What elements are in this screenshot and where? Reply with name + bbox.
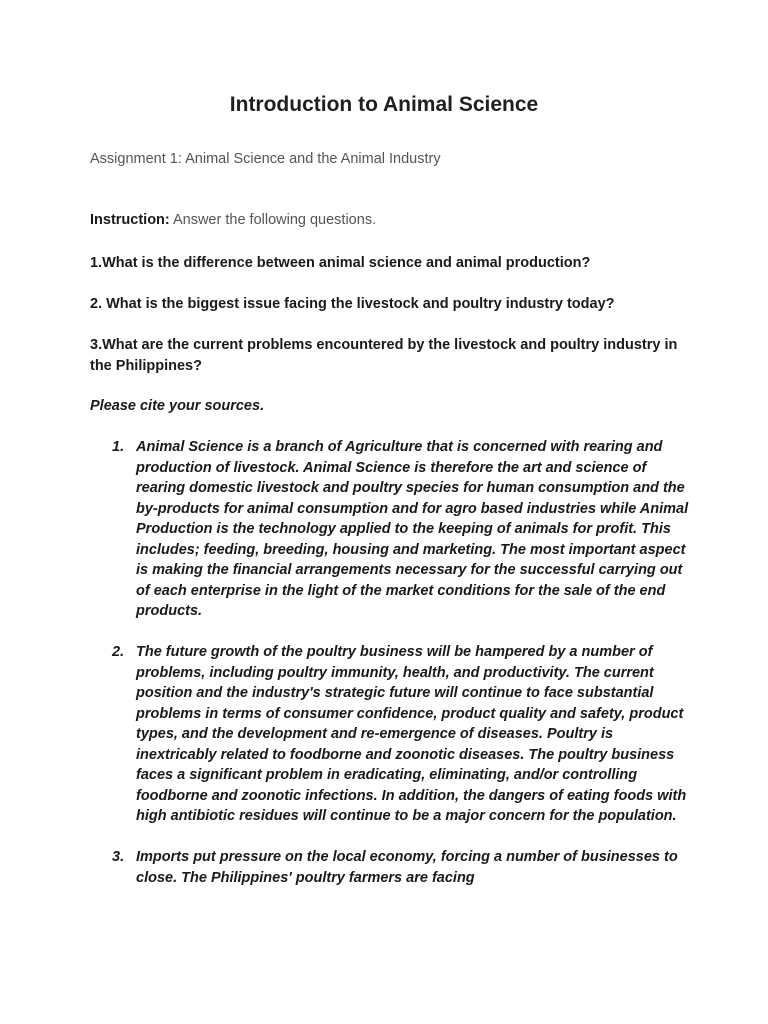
instruction-line [90,212,376,228]
cite-sources-note: Please cite your sources. [90,398,265,414]
answer-number: 3. [112,849,125,865]
answer-list [90,437,690,909]
question-2: 2. What is the biggest issue facing the livestock and poultry industry today? [90,296,615,312]
instruction-label: Instruction: [90,212,170,228]
assignment-subtitle: Assignment 1: Animal Science and the Animal Industry [90,151,441,167]
document-title: Introduction to Animal Science [229,93,539,116]
answer-text: Imports put pressure on the local economy, forcing a number of businesses to close. The Philippines' poultry farmers are facing [136,849,678,886]
answer-number: 1. [112,439,125,455]
answer-number: 2. [112,644,125,660]
answer-item-1 [90,437,690,622]
question-3: 3.What are the current problems encountered by the livestock and poultry industry in the Philippines? [90,337,678,374]
answer-text: Animal Science is a branch of Agriculture that is concerned with rearing and production of livestock. Animal Science is therefore the art and science of rearing domestic livestock and poultry species for human consumption and the by-products for animal consumption and for agro based industries while Animal Production is the technology applied to the keeping of animals for profit. This includes; feeding, breeding, housing and marketing. The most important aspect is making the financial arrangements necessary for the successful carrying out of each enterprise in the light of the market conditions for the sale of the end products. [136,439,689,619]
answer-text: The future growth of the poultry business will be hampered by a number of problems, including poultry immunity, health, and productivity. The current position and the industry's strategic future will continue to face substantial problems in terms of consumer confidence, product quality and safety, product types, and the development and re-emergence of diseases. Poultry is inextricably related to foodborne and zoonotic diseases. The poultry business faces a significant problem in eradicating, eliminating, and/or controlling foodborne and zoonotic infections. In addition, the dangers of eating foods with high antibiotic residues will continue to be a major concern for the population. [136,644,687,824]
instruction-text: Answer the following questions. [169,212,377,228]
answer-item-2 [90,642,690,827]
question-1: 1.What is the difference between animal science and animal production? [90,255,591,271]
answer-item-3 [90,847,690,888]
